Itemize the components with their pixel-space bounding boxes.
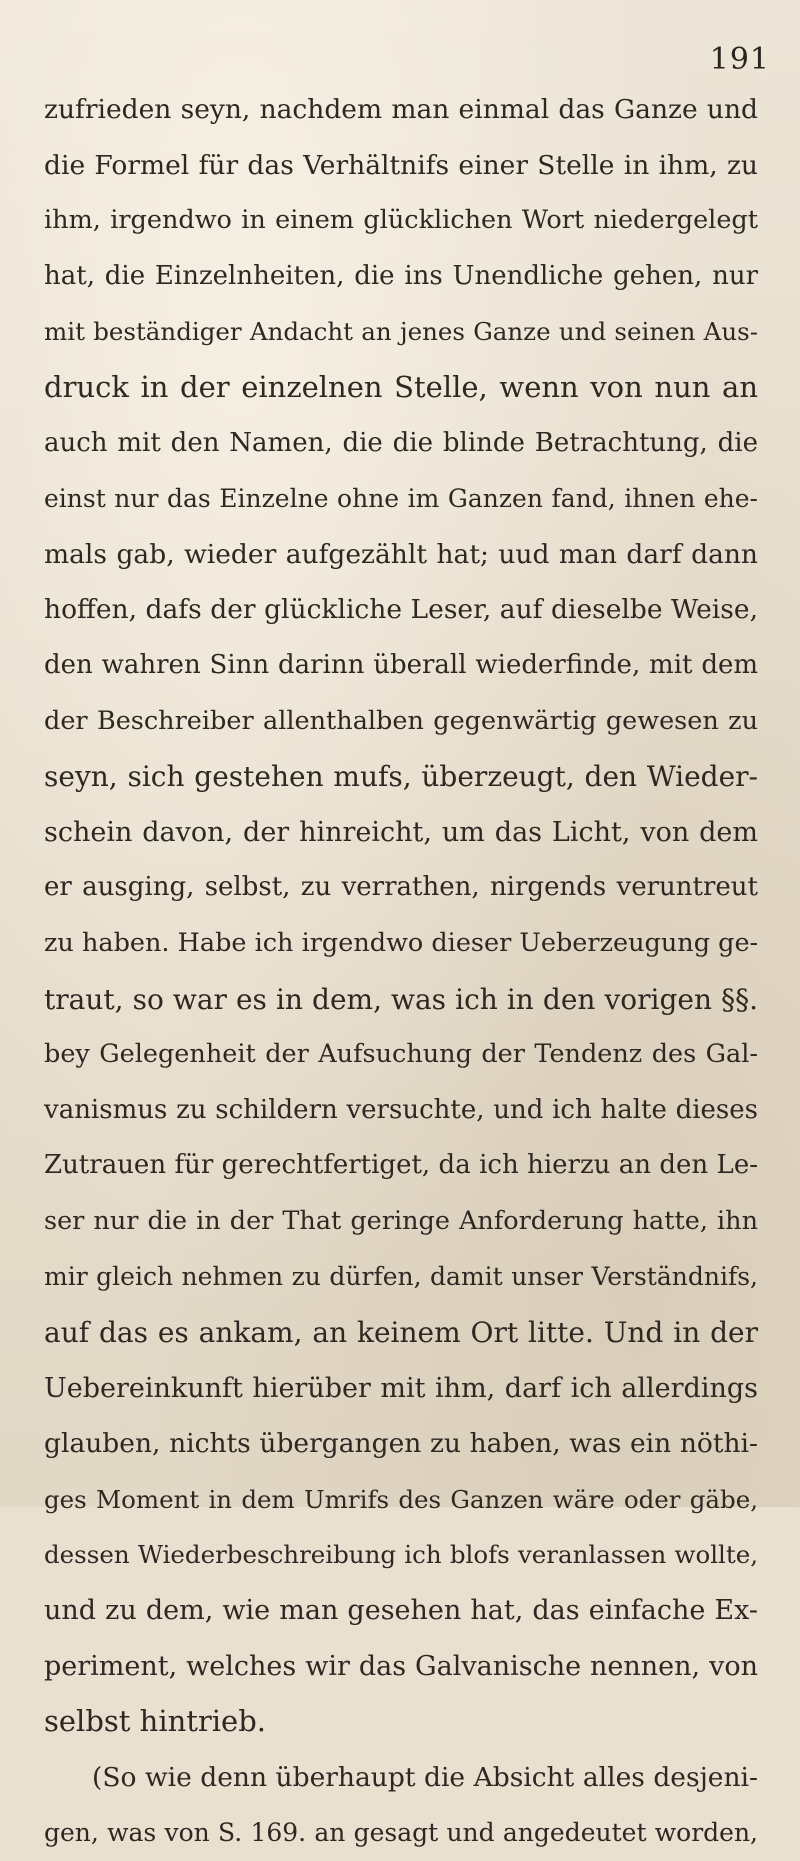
text-line: mir gleich nehmen zu dürfen, damit unser Verständnifs,: [44, 1262, 758, 1292]
text-line: er ausging, selbst, zu verrathen, nirgends veruntreut: [44, 872, 758, 903]
text-line: auch mit den Namen, die die blinde Betrachtung, die: [44, 427, 758, 458]
text-line: ihm, irgendwo in einem glücklichen Wort niedergelegt: [44, 205, 758, 236]
text-line: mit beständiger Andacht an jenes Ganze und seinen Aus-: [44, 317, 758, 347]
text-line: Zutrauen für gerechtfertiget, da ich hierzu an den Le-: [44, 1150, 758, 1181]
text-line: selbst hintrieb.: [44, 1704, 267, 1739]
text-line: gen, was von S. 169. an gesagt und angedeutet worden,: [44, 1818, 758, 1848]
text-line: zu haben. Habe ich irgendwo dieser Ueberzeugung ge-: [44, 927, 759, 958]
text-line: ges Moment in dem Umrifs des Ganzen wäre oder gäbe,: [44, 1484, 758, 1514]
text-line: auf das es ankam, an keinem Ort litte. Und in der: [44, 1316, 758, 1350]
text-line: schein davon, der hinreicht, um das Licht, von dem: [44, 816, 758, 848]
text-line: den wahren Sinn darinn überall wiederfinde, mit dem: [44, 649, 758, 680]
text-line: bey Gelegenheit der Aufsuchung der Tendenz des Gal-: [44, 1039, 758, 1070]
text-line: (So wie denn überhaupt die Absicht alles desjeni-: [92, 1761, 758, 1793]
text-line: hat, die Einzelnheiten, die ins Unendliche gehen, nur: [44, 260, 758, 291]
text-line: einst nur das Einzelne ohne im Ganzen fand, ihnen ehe-: [44, 484, 758, 514]
page-number: 191: [709, 42, 770, 77]
text-line: seyn, sich gestehen mufs, überzeugt, den Wieder-: [44, 760, 758, 794]
text-line: traut, so war es in dem, was ich in den vorigen §§.: [44, 982, 758, 1016]
text-line: und zu dem, wie man gesehen hat, das einfache Ex-: [44, 1595, 758, 1627]
text-line: vanismus zu schildern versuchte, und ich halte dieses: [44, 1094, 758, 1125]
text-line: periment, welches wir das Galvanische nennen, von: [44, 1650, 758, 1682]
text-line: mals gab, wieder aufgezählt hat; uud man darf dann: [44, 538, 758, 570]
text-line: der Beschreiber allenthalben gegenwärtig gewesen zu: [44, 705, 758, 736]
text-line: ser nur die in der That geringe Anforderung hatte, ihn: [44, 1205, 758, 1236]
text-line: Uebereinkunft hierüber mit ihm, darf ich allerdings: [44, 1372, 758, 1404]
text-line: die Formel für das Verhältnifs einer Stelle in ihm, zu: [44, 149, 758, 181]
text-line: zufrieden seyn, nachdem man einmal das Ganze und: [44, 94, 758, 125]
text-line: hoffen, dafs der glückliche Leser, auf dieselbe Weise,: [44, 594, 758, 626]
text-line: druck in der einzelnen Stelle, wenn von nun an: [44, 369, 758, 404]
text-line: glauben, nichts übergangen zu haben, was ein nöthi-: [44, 1428, 758, 1460]
body-text: [44, 82, 758, 1861]
text-line: dessen Wiederbeschreibung ich blofs veranlassen wollte,: [44, 1540, 758, 1570]
